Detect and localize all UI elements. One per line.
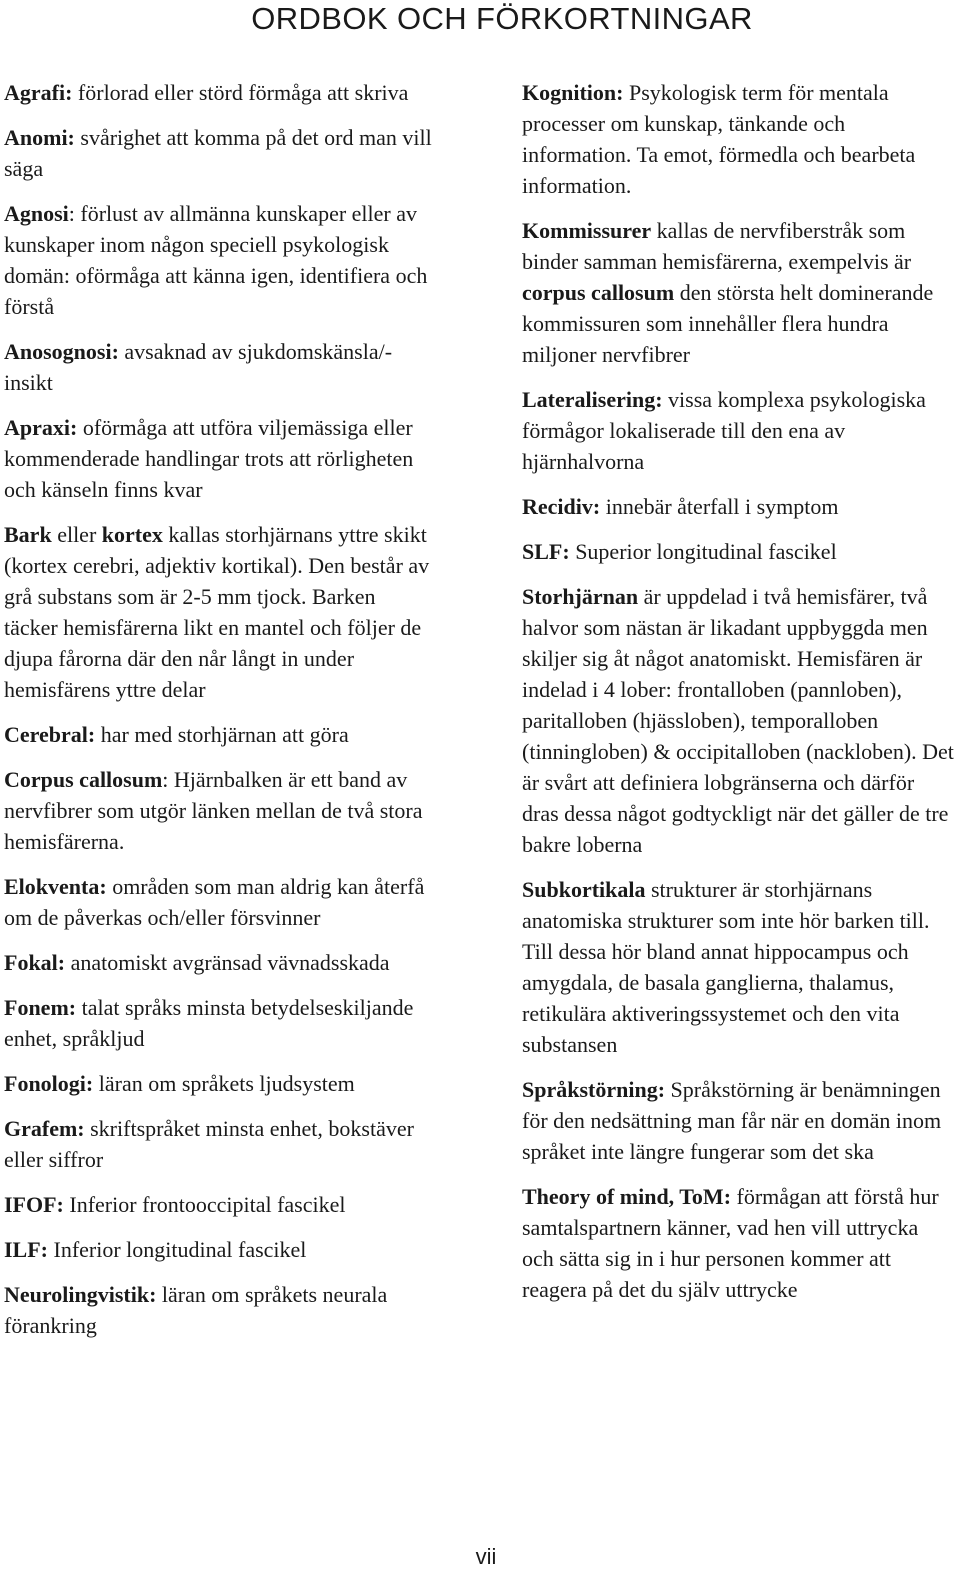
glossary-term: Theory of mind, ToM:: [522, 1184, 732, 1209]
glossary-entry-corpus-callosum: [4, 764, 434, 857]
glossary-entry-fonologi: [4, 1068, 434, 1099]
glossary-entry-slf: [522, 536, 954, 567]
glossary-term: Recidiv:: [522, 494, 601, 519]
page-title: [0, 0, 960, 38]
glossary-definition: : Hjärnbalken är ett band av nervfibrer som utgör länken mellan de två stora hemisfärerna.: [4, 767, 423, 854]
page-number-text: vii: [475, 1544, 497, 1569]
glossary-term: Corpus callosum: [4, 767, 163, 792]
glossary-entry-sprakstorning: [522, 1074, 954, 1167]
glossary-entry-theory-of-mind: [522, 1181, 954, 1305]
glossary-term: Bark: [4, 522, 52, 547]
glossary-right-column: [522, 77, 954, 1319]
glossary-definition: Språkstörning är benämningen för den nedsättning man får när en domän inom språket inte längre fungerar som det ska: [522, 1077, 942, 1164]
glossary-entry-recidiv: [522, 491, 954, 522]
glossary-term: ILF:: [4, 1237, 48, 1262]
glossary-entry-neurolingvistik: [4, 1279, 434, 1341]
glossary-entry-ilf: [4, 1234, 434, 1265]
glossary-entry-anosognosi: [4, 336, 434, 398]
glossary-definition: förmågan att förstå hur samtalspartnern känner, vad hen vill uttrycka och sätta sig in i hur personen kommer att reagera på det du själv uttrycke: [522, 1184, 939, 1302]
glossary-definition: skriftspråket minsta enhet, bokstäver eller siffror: [4, 1116, 414, 1172]
glossary-definition: områden som man aldrig kan återfå om de påverkas och/eller försvinner: [4, 874, 425, 930]
glossary-left-column: [4, 77, 434, 1355]
glossary-term: Fonologi:: [4, 1071, 94, 1096]
glossary-term: Anosognosi:: [4, 339, 119, 364]
glossary-entry-lateralisering: [522, 384, 954, 477]
glossary-definition: kallas storhjärnans yttre skikt (kortex cerebri, adjektiv kortikal). Den består av grå substans som är 2-5 mm tjock. Barken täcker hemisfärerna likt en mantel och följer de djupa fårorna där den når långt in under hemisfärens yttre delar: [4, 522, 430, 702]
glossary-entry-subkortikala: [522, 874, 954, 1060]
glossary-term: IFOF:: [4, 1192, 64, 1217]
glossary-definition: kallas de nervfiberstråk som binder samman hemisfärerna, exempelvis är: [522, 218, 912, 274]
glossary-term: SLF:: [522, 539, 570, 564]
glossary-entry-elokventa: [4, 871, 434, 933]
page-number: [0, 1544, 960, 1570]
glossary-definition: vissa komplexa psykologiska förmågor lokaliserade till den ena av hjärnhalvorna: [522, 387, 926, 474]
glossary-definition: är uppdelad i två hemisfärer, två halvor som nästan är likadant uppbyggda men skiljer sig åt något anatomiskt. Hemisfären är indelad i 4 lober: frontalloben (pannloben), paritalloben (hjässloben), temporalloben (tinningloben) & occipitalloben (nackloben). Det är svårt att definiera lobgränserna och därför dras dessa något godtyckligt när det gäller de tre bakre loberna: [522, 584, 954, 857]
glossary-definition: eller: [51, 522, 102, 547]
glossary-entry-kommissurer: [522, 215, 954, 370]
glossary-definition: svårighet att komma på det ord man vill säga: [4, 125, 432, 181]
glossary-term: Grafem:: [4, 1116, 85, 1141]
glossary-term: Lateralisering:: [522, 387, 663, 412]
glossary-definition: oförmåga att utföra viljemässiga eller kommenderade handlingar trots att rörligheten och känseln finns kvar: [4, 415, 414, 502]
glossary-term: Agnosi: [4, 201, 69, 226]
glossary-term: Agrafi:: [4, 80, 73, 105]
glossary-entry-grafem: [4, 1113, 434, 1175]
glossary-definition: avsaknad av sjukdomskänsla/-insikt: [4, 339, 393, 395]
glossary-term: Språkstörning:: [522, 1077, 666, 1102]
glossary-term: Kommissurer: [522, 218, 652, 243]
glossary-term: Fokal:: [4, 950, 66, 975]
glossary-term: Fonem:: [4, 995, 77, 1020]
glossary-entry-ifof: [4, 1189, 434, 1220]
glossary-definition: : förlust av allmänna kunskaper eller av kunskaper inom någon speciell psykologisk domän: oförmåga att känna igen, identifiera och förstå: [4, 201, 428, 319]
glossary-term: Cerebral:: [4, 722, 96, 747]
glossary-entry-kognition: [522, 77, 954, 201]
glossary-definition: läran om språkets neurala förankring: [4, 1282, 388, 1338]
glossary-term: Subkortikala: [522, 877, 646, 902]
glossary-term: Apraxi:: [4, 415, 78, 440]
glossary-term: Kognition:: [522, 80, 624, 105]
glossary-entry-anomi: [4, 122, 434, 184]
glossary-definition: har med storhjärnan att göra: [95, 722, 349, 747]
glossary-term: Elokventa:: [4, 874, 107, 899]
glossary-definition: talat språks minsta betydelseskiljande enhet, språkljud: [4, 995, 414, 1051]
glossary-term: Anomi:: [4, 125, 75, 150]
glossary-entry-apraxi: [4, 412, 434, 505]
glossary-entry-storhjarnan: [522, 581, 954, 860]
glossary-definition: Superior longitudinal fascikel: [569, 539, 837, 564]
glossary-term-secondary: corpus callosum: [522, 280, 675, 305]
glossary-definition: Inferior frontooccipital fascikel: [63, 1192, 346, 1217]
glossary-entry-bark: [4, 519, 434, 705]
glossary-term: Neurolingvistik:: [4, 1282, 157, 1307]
glossary-entry-fokal: [4, 947, 434, 978]
glossary-definition: Inferior longitudinal fascikel: [48, 1237, 307, 1262]
glossary-definition: den största helt dominerande kommissuren som innehåller flera hundra miljoner nervfibrer: [522, 280, 934, 367]
glossary-term: Storhjärnan: [522, 584, 639, 609]
glossary-definition: läran om språkets ljudsystem: [93, 1071, 355, 1096]
glossary-definition: innebär återfall i symptom: [600, 494, 839, 519]
glossary-definition: strukturer är storhjärnans anatomiska strukturer som inte hör barken till. Till dessa hör bland annat hippocampus och amygdala, de basala ganglierna, thalamus, retikulära aktiveringssystemet och den vita substansen: [522, 877, 930, 1057]
glossary-entry-fonem: [4, 992, 434, 1054]
page-title-text: ORDBOK OCH FÖRKORTNINGAR: [251, 1, 753, 36]
glossary-term-secondary: kortex: [101, 522, 163, 547]
glossary-entry-agnosi: [4, 198, 434, 322]
glossary-definition: anatomiskt avgränsad vävnadsskada: [65, 950, 390, 975]
glossary-entry-agrafi: [4, 77, 434, 108]
glossary-entry-cerebral: [4, 719, 434, 750]
glossary-definition: Psykologisk term för mentala processer om kunskap, tänkande och information. Ta emot, förmedla och bearbeta information.: [522, 80, 916, 198]
glossary-definition: förlorad eller störd förmåga att skriva: [72, 80, 409, 105]
